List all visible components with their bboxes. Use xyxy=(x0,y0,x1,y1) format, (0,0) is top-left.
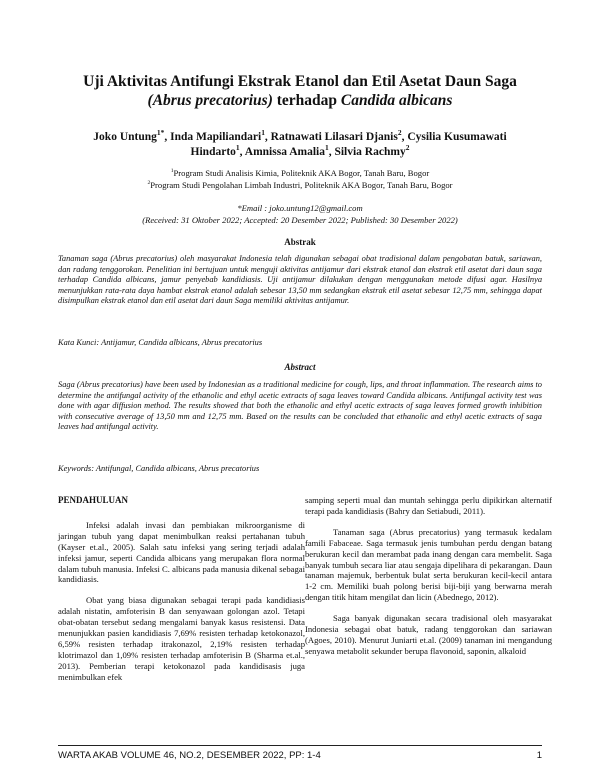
author-list xyxy=(40,130,560,160)
affiliation-2-sup: 2 xyxy=(147,180,151,187)
right-column xyxy=(305,495,552,667)
abstrak-heading: Abstrak xyxy=(284,237,316,247)
title-species: (Abrus precatorius) xyxy=(147,92,273,109)
correspondence xyxy=(40,202,560,226)
affiliation-1 xyxy=(40,167,560,179)
author-1: Joko Untung xyxy=(93,131,157,143)
email-address: *Email : joko.untung12@gmail.com xyxy=(237,203,363,213)
keywords: Keywords: Antifungal, Candida albicans, Abrus precatorius xyxy=(58,464,260,473)
intro-paragraph-3: samping seperti mual dan muntah sehingga perlu dipikirkan alternatif terapi pada kandidiasis (Bahry dan Setiabudi, 2011). xyxy=(305,495,552,516)
footer-divider xyxy=(58,745,542,746)
author-7: , Silvia Rachmy xyxy=(328,146,406,158)
abstract-heading: Abstract xyxy=(284,362,316,372)
title-mid: terhadap xyxy=(272,92,341,109)
journal-citation: WARTA AKAB VOLUME 46, NO.2, DESEMBER 2022, PP: 1-4 xyxy=(58,750,321,761)
author-3-sup: 2 xyxy=(397,128,402,138)
author-5: Hindarto xyxy=(190,146,236,158)
author-7-sup: 2 xyxy=(405,143,410,153)
title-organism: Candida albicans xyxy=(340,92,453,109)
abstract-body: Saga (Abrus precatorius) have been used by Indonesian as a traditional medicine for cough, lips, and throat inflammation. The research aims to determine the antifungal activity of the ethanolic and ethyl acetic extracts of saga leaves toward Candida albicans. Antifungal activity test was done with agar diffusion method. The results showed that both the ethanolic and ethyl acetic extracts of saga leaves formed growth inhibition with consecutive average of 13,50 mm and 12,75 mm. Based on the results can be concluded that ethanolic and ethyl acetic extracts of saga leaves had antifungal activity. xyxy=(58,380,542,432)
author-6-sup: 1 xyxy=(324,143,329,153)
title-line-1: Uji Aktivitas Antifungi Ekstrak Etanol dan Etil Asetat Daun Saga xyxy=(83,73,517,90)
title-line-2 xyxy=(40,91,560,110)
publication-dates: (Received: 31 Oktober 2022; Accepted: 20 Desember 2022; Published: 30 Desember 2022) xyxy=(142,215,458,225)
intro-paragraph-4: Tanaman saga (Abrus precatorius) yang termasuk kedalam famili Fabaceae. Saga termasuk jenis tumbuhan perdu dengan batang berukuran kecil dan merambat pada inang dengan cara membelit. Saga banyak tumbuh secara liar atau sengaja dipelihara di pekarangan. Daun tanaman majemuk, berbentuk bulat serta berukuran kecil-kecil antara 1-2 cm. Memiliki buah polong berisi biji-biji yang berwarna merah dengan titik hitam mengilat dan licin (Abednego, 2012). xyxy=(305,526,552,603)
kata-kunci: Kata Kunci: Antijamur, Candida albicans, Abrus precatorius xyxy=(58,338,263,347)
author-4: , Cysilia Kusumawati xyxy=(401,131,507,143)
abstrak-body: Tanaman saga (Abrus precatorius) oleh masyarakat Indonesia telah digunakan sebagai obat tradisional dalam pengobatan batuk, sariawan, dan radang tenggorokan. Penelitian ini bertujuan untuk menguji aktivitas antijamur dari ekstrak etanol dan ekstrak etil asetat dari daun saga terhadap Candida albicans, jamur penyebab kandidiasis. Uji antijamur dilakukan dengan menggunakan metode difusi agar. Hasilnya menunjukkan rata-rata daya hambat ekstrak etanol adalah sebesar 13,50 mm sedangkan ekstrak etil asetat sebesar 12,75 mm, sehingga dapat disimpulkan ekstrak etanol dan etil asetat dari daun Saga memiliki aktivitas antijamur. xyxy=(58,254,542,306)
intro-paragraph-1: Infeksi adalah invasi dan pembiakan mikroorganisme di jaringan tubuh yang dapat menimbulkan reaksi pertahanan tubuh (Kayser et.al., 2005). Salah satu infeksi yang sering terjadi adalah infeksi jamur, seperti Candida albicans yang merupakan flora normal dalam tubuh manusia. Infeksi C. albicans pada manusia dikenal sebagai kandidiasis. xyxy=(58,519,305,585)
author-3: , Ratnawati Lilasari Djanis xyxy=(264,131,398,143)
affiliation-2-text: Program Studi Pengolahan Limbah Industri, Politeknik AKA Bogor, Tanah Baru, Bogor xyxy=(150,180,453,190)
affiliation-2 xyxy=(40,179,560,191)
section-heading-pendahuluan: PENDAHULUAN xyxy=(58,495,129,505)
page-footer xyxy=(58,750,542,761)
paper-title xyxy=(40,72,560,110)
affiliation-1-text: Program Studi Analisis Kimia, Politeknik AKA Bogor, Tanah Baru, Bogor xyxy=(173,168,430,178)
affiliations xyxy=(40,167,560,191)
author-6: , Amnissa Amalia xyxy=(239,146,325,158)
page-number: 1 xyxy=(536,750,542,761)
intro-paragraph-5: Saga banyak digunakan secara tradisional oleh masyarakat Indonesia sebagai obat batuk, radang tenggorokan dan sariawan (Agoes, 2010). Menurut Juniarti et.al. (2009) tanaman ini mengandung senyawa metabolit sekunder berupa flavonoid, saponin, alkaloid xyxy=(305,613,552,656)
author-1-sup: 1* xyxy=(156,128,165,138)
left-column xyxy=(58,495,305,693)
intro-paragraph-2: Obat yang biasa digunakan sebagai terapi pada kandidiasis adalah nistatin, amfoterisin B dan senyawaan golongan azol. Tetapi obat-obatan tersebut sedang mengalami banyak kasus resistensi. Data menunjukkan pasien kandidiasis 7,69% resisten terhadap ketokonazol, 6,59% resisten terhadap itrakonazol, 2,19% resisten terhadap klotrimazol dan 1,09% resisten terhadap amfoterisin B (Sharma et.al., 2013). Pemberian terapi ketokonazol pada kandidisasis juga menimbulkan efek xyxy=(58,595,305,682)
affiliation-1-sup: 1 xyxy=(170,168,174,175)
author-2: , Inda Mapiliandari xyxy=(164,131,262,143)
author-2-sup: 1 xyxy=(261,128,265,138)
author-5-sup: 1 xyxy=(235,143,240,153)
